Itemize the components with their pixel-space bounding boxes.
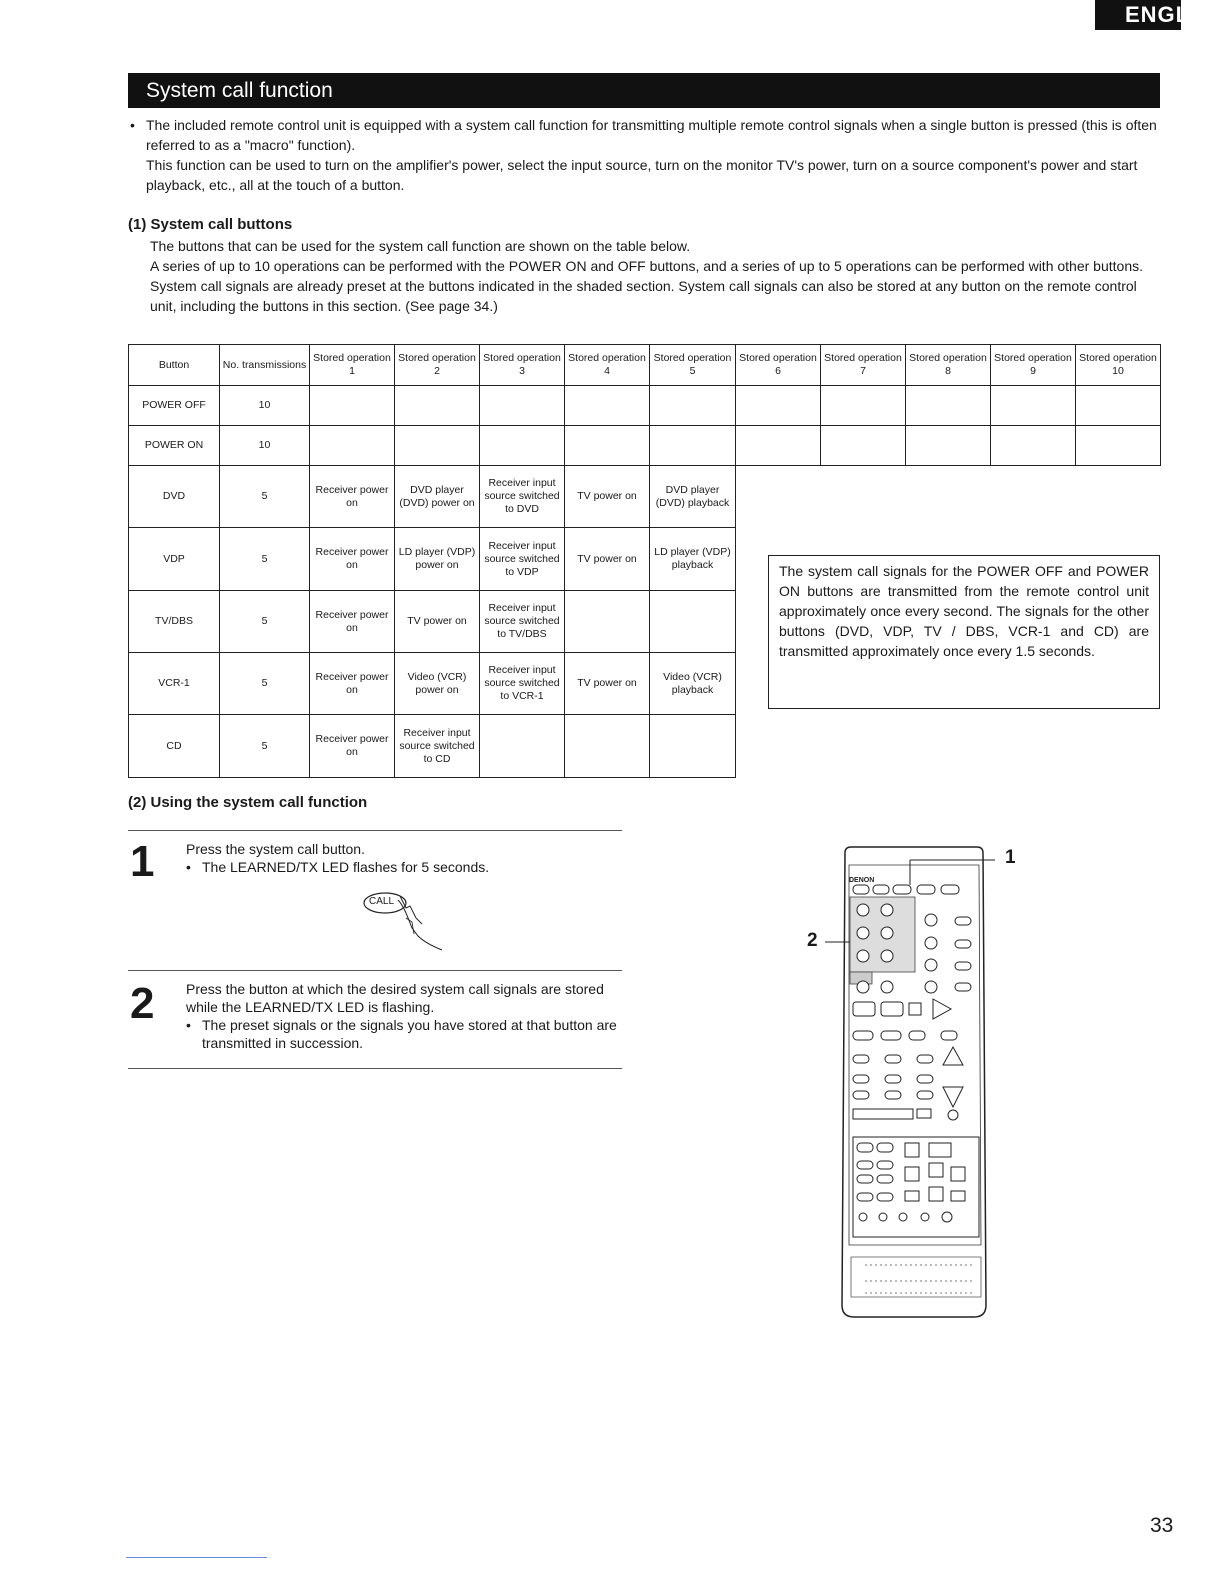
step-2-instruction: Press the button at which the desired system call signals are stored while the LEARNED/TX LED is flashing. <box>186 981 604 1015</box>
table-header: Stored operation 3 <box>480 345 565 386</box>
table-cell <box>736 426 821 466</box>
table-cell: Receiver input source switched to DVD <box>480 466 565 528</box>
table-cell: 5 <box>220 466 310 528</box>
table-cell <box>310 426 395 466</box>
table-header: Stored operation 9 <box>991 345 1076 386</box>
table-cell <box>480 715 565 778</box>
table-cell: 10 <box>220 426 310 466</box>
table-cell: VCR-1 <box>129 653 220 715</box>
table-cell: Video (VCR) power on <box>395 653 480 715</box>
table-header: Stored operation 2 <box>395 345 480 386</box>
table-cell <box>650 591 736 653</box>
table-blank <box>736 466 1161 528</box>
call-button-illustration <box>360 888 450 958</box>
table-cell: TV power on <box>565 653 650 715</box>
table-cell <box>310 386 395 426</box>
table-cell <box>565 715 650 778</box>
table-cell <box>1076 426 1161 466</box>
table-cell: LD player (VDP) playback <box>650 528 736 591</box>
table-header: Stored operation 8 <box>906 345 991 386</box>
step-1-instruction: Press the system call button. <box>186 841 365 857</box>
bullet-dot: • <box>186 859 191 875</box>
remote-control-icon <box>805 845 1025 1325</box>
step-1-number: 1 <box>130 837 155 886</box>
step-2-text <box>186 980 622 1052</box>
language-tab: ENGL <box>1095 0 1181 30</box>
table-cell: DVD <box>129 466 220 528</box>
bullet-dot: • <box>186 1017 191 1033</box>
table-cell: Receiver power on <box>310 528 395 591</box>
table-cell: Video (VCR) playback <box>650 653 736 715</box>
table-cell <box>565 426 650 466</box>
table-cell <box>565 386 650 426</box>
table-cell: 5 <box>220 715 310 778</box>
table-cell: Receiver power on <box>310 715 395 778</box>
divider <box>128 1068 622 1069</box>
step-2-bullet: • The preset signals or the signals you have stored at that button are transmitted in succession. <box>186 1017 617 1051</box>
divider <box>128 830 622 831</box>
table-cell: Receiver input source switched to VDP <box>480 528 565 591</box>
table-cell <box>906 386 991 426</box>
table-header-row <box>129 345 1161 386</box>
table-cell: TV power on <box>395 591 480 653</box>
table-cell: VDP <box>129 528 220 591</box>
table-cell <box>736 386 821 426</box>
footer-line <box>126 1557 267 1558</box>
table-row <box>129 466 1161 528</box>
table-row <box>129 715 1161 778</box>
table-cell: 5 <box>220 528 310 591</box>
callout-2: 2 <box>807 930 818 951</box>
section-title: System call function <box>128 73 1160 108</box>
table-cell <box>650 426 736 466</box>
table-cell: POWER OFF <box>129 386 220 426</box>
table-cell <box>395 386 480 426</box>
intro-paragraph: This function can be used to turn on the amplifier's power, select the input source, turn on the monitor TV's power, turn on a source component's power and start playback, etc., all at the touch of a button. <box>146 157 1138 193</box>
table-cell: CD <box>129 715 220 778</box>
table-header: Button <box>129 345 220 386</box>
table-cell: 10 <box>220 386 310 426</box>
table-cell <box>991 386 1076 426</box>
table-header: Stored operation 1 <box>310 345 395 386</box>
part1-p1: The buttons that can be used for the system call function are shown on the table below. <box>150 238 691 254</box>
table-cell <box>565 591 650 653</box>
table-cell: Receiver input source switched to TV/DBS <box>480 591 565 653</box>
table-header: Stored operation 4 <box>565 345 650 386</box>
part1-p3: System call signals are already preset at the buttons indicated in the shaded section. System call signals can also be stored at any button on the remote control unit, including the buttons in this section. (See page 34.) <box>150 278 1137 314</box>
table-blank <box>736 715 1161 778</box>
table-cell: Receiver power on <box>310 653 395 715</box>
table-cell: Receiver power on <box>310 591 395 653</box>
table-cell: Receiver input source switched to CD <box>395 715 480 778</box>
part1-p2: A series of up to 10 operations can be performed with the POWER ON and OFF buttons, and a series of up to 5 operations can be performed with other buttons. <box>150 258 1143 274</box>
table-row <box>129 426 1161 466</box>
table-cell: Receiver power on <box>310 466 395 528</box>
remote-brand: DENON <box>849 877 875 884</box>
part1-heading: (1) System call buttons <box>128 216 293 233</box>
table-cell: POWER ON <box>129 426 220 466</box>
step-2-number: 2 <box>130 979 155 1028</box>
table-row <box>129 386 1161 426</box>
table-cell: DVD player (DVD) power on <box>395 466 480 528</box>
callout-1: 1 <box>1005 847 1016 868</box>
table-cell: Receiver input source switched to VCR-1 <box>480 653 565 715</box>
table-cell <box>650 386 736 426</box>
step-1-bullet: • The LEARNED/TX LED flashes for 5 seconds. <box>186 859 490 875</box>
table-cell: DVD player (DVD) playback <box>650 466 736 528</box>
table-cell <box>821 386 906 426</box>
table-cell <box>821 426 906 466</box>
table-cell <box>1076 386 1161 426</box>
call-button-label: CALL <box>369 896 395 907</box>
remote-illustration <box>805 845 1025 1325</box>
part2-heading: (2) Using the system call function <box>128 794 368 811</box>
table-header: Stored operation 5 <box>650 345 736 386</box>
table-header: Stored operation 6 <box>736 345 821 386</box>
bullet-dot: • <box>130 117 135 133</box>
table-cell: TV/DBS <box>129 591 220 653</box>
table-header: Stored operation 7 <box>821 345 906 386</box>
table-cell: 5 <box>220 591 310 653</box>
table-cell <box>650 715 736 778</box>
table-cell: 5 <box>220 653 310 715</box>
step-1-text <box>186 840 622 876</box>
table-cell: TV power on <box>565 466 650 528</box>
part1-body <box>150 236 1160 316</box>
table-cell <box>480 426 565 466</box>
table-header: Stored operation 10 <box>1076 345 1161 386</box>
intro <box>130 115 1160 195</box>
page-number: 33 <box>1150 1514 1174 1537</box>
divider <box>128 970 622 971</box>
table-header: No. transmissions <box>220 345 310 386</box>
table-cell <box>906 426 991 466</box>
table-cell: TV power on <box>565 528 650 591</box>
table-cell <box>991 426 1076 466</box>
table-cell: LD player (VDP) power on <box>395 528 480 591</box>
intro-bullet: • The included remote control unit is equipped with a system call function for transmitting multiple remote control signals when a single button is pressed (this is often referred to as a "macro" function). <box>130 117 1157 153</box>
table-cell <box>480 386 565 426</box>
note-box: The system call signals for the POWER OFF and POWER ON buttons are transmitted from the remote control unit approximately once every second. The signals for the other buttons (DVD, VDP, TV / DBS, VCR-1 and CD) are transmitted approximately once every 1.5 seconds. <box>768 555 1160 709</box>
table-cell <box>395 426 480 466</box>
